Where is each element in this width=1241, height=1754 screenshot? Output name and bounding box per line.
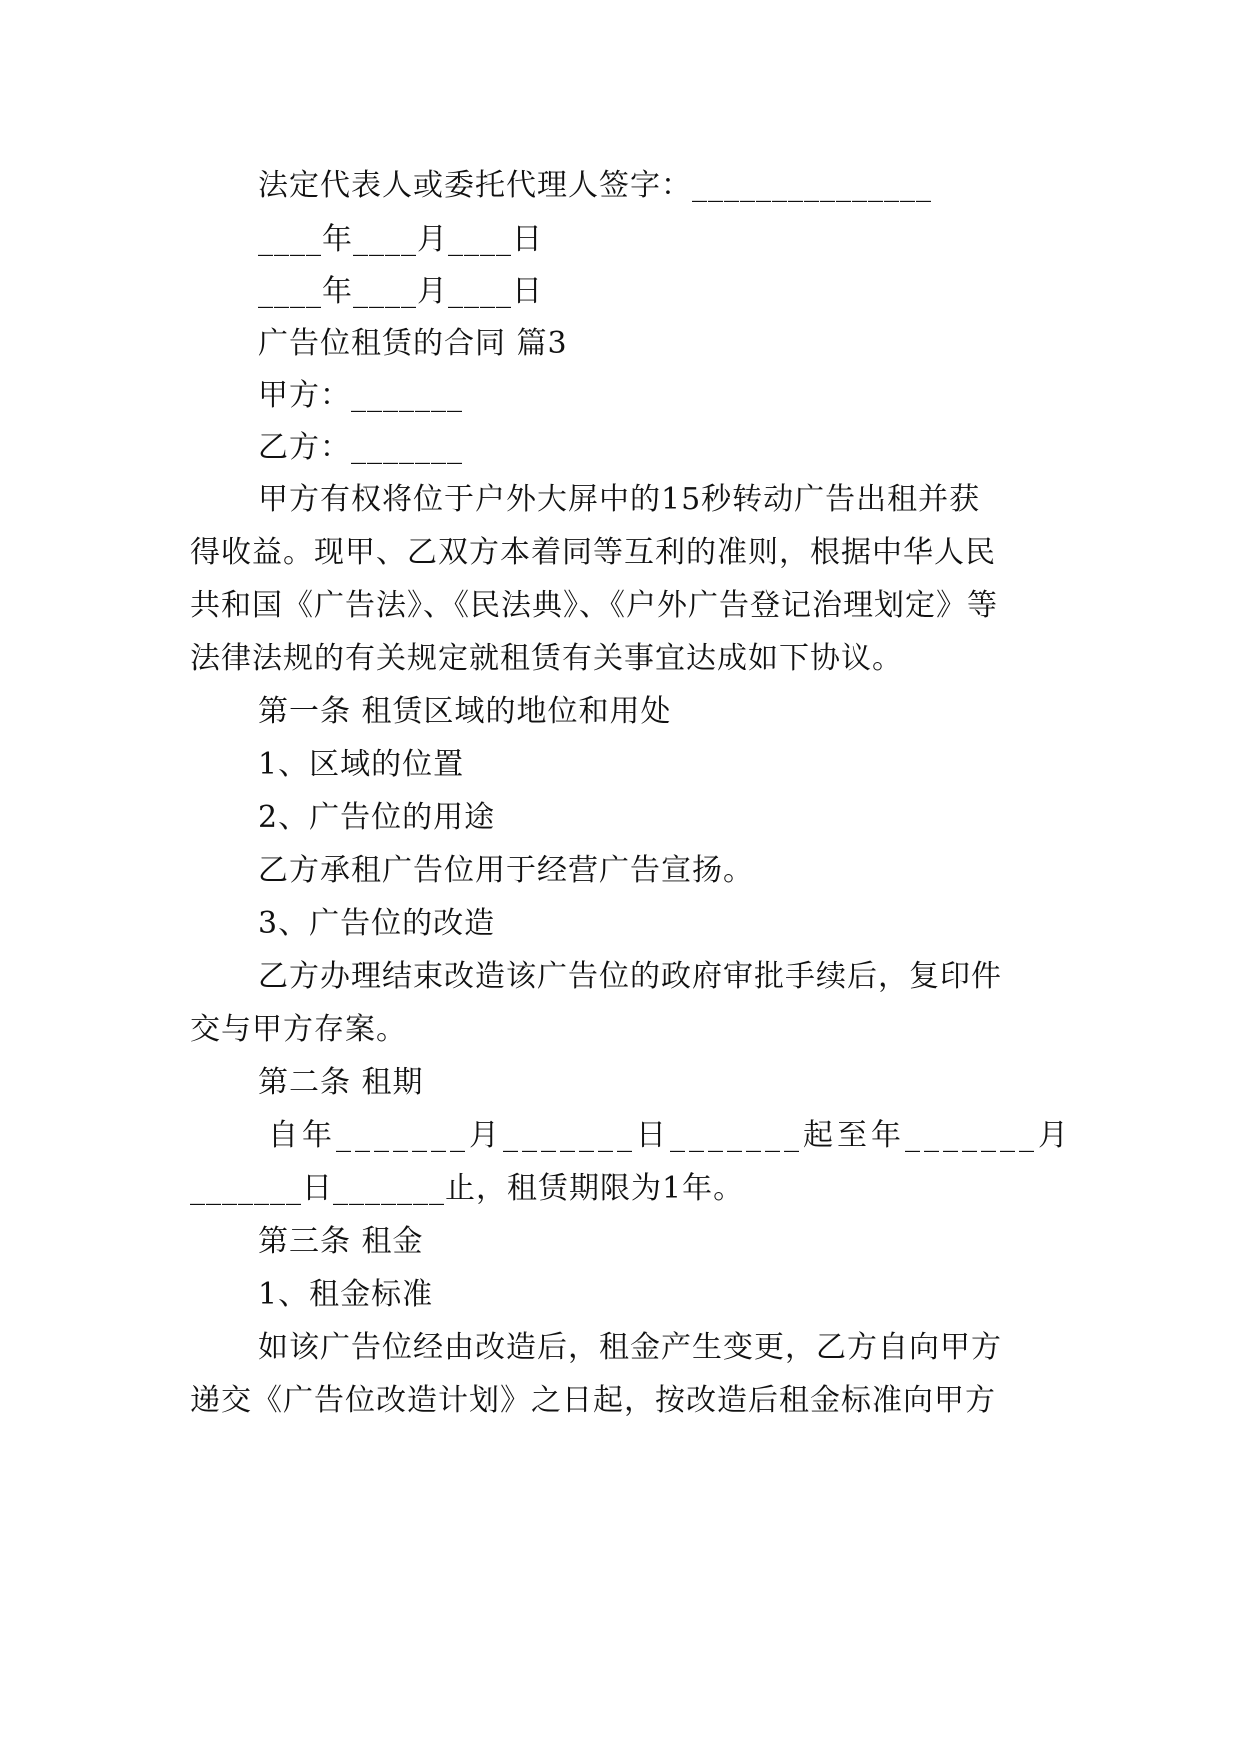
party-b-line: 乙方：_______ <box>258 430 463 465</box>
article-2-term-line-2: _______日_______止，租赁期限为1年。 <box>190 1171 745 1206</box>
article-1-item-3-text-line: 交与甲方存案。 <box>190 1012 407 1047</box>
intro-paragraph-line: 共和国《广告法》、《民法典》、《户外广告登记治理划定》等 <box>190 588 998 623</box>
article-3-item-1-text-line: 如该广告位经由改造后，租金产生变更，乙方自向甲方 <box>258 1330 1002 1365</box>
article-3-title: 第三条 租金 <box>258 1224 424 1259</box>
signature-line: 法定代表人或委托代理人签字：_______________ <box>258 168 932 203</box>
date-line-1: ____年____月____日 <box>258 222 543 257</box>
intro-paragraph-line: 甲方有权将位于户外大屏中的15秒转动广告出租并获 <box>258 482 981 517</box>
article-1-item-2: 2、广告位的用途 <box>258 800 496 835</box>
article-1-item-1: 1、区域的位置 <box>258 747 465 782</box>
article-1-item-3: 3、广告位的改造 <box>258 906 496 941</box>
article-3-item-1-text-line: 递交《广告位改造计划》之日起，按改造后租金标准向甲方 <box>190 1383 996 1418</box>
article-1-item-2-text: 乙方承租广告位用于经营广告宣扬。 <box>258 853 754 888</box>
article-1-title: 第一条 租赁区域的地位和用处 <box>258 694 672 729</box>
article-1-item-3-text-line: 乙方办理结束改造该广告位的政府审批手续后，复印件 <box>258 959 1002 994</box>
article-2-term-line-1: 自年_______月_______日_______起至年_______月 <box>268 1118 1072 1153</box>
article-2-title: 第二条 租期 <box>258 1065 424 1100</box>
article-3-item-1: 1、租金标准 <box>258 1277 434 1312</box>
intro-paragraph-line: 得收益。现甲、乙双方本着同等互利的准则，根据中华人民 <box>190 535 996 570</box>
date-line-2: ____年____月____日 <box>258 274 543 309</box>
party-a-line: 甲方：_______ <box>258 378 463 413</box>
section-title: 广告位租赁的合同 篇3 <box>258 326 568 361</box>
intro-paragraph-line: 法律法规的有关规定就租赁有关事宜达成如下协议。 <box>190 641 903 676</box>
